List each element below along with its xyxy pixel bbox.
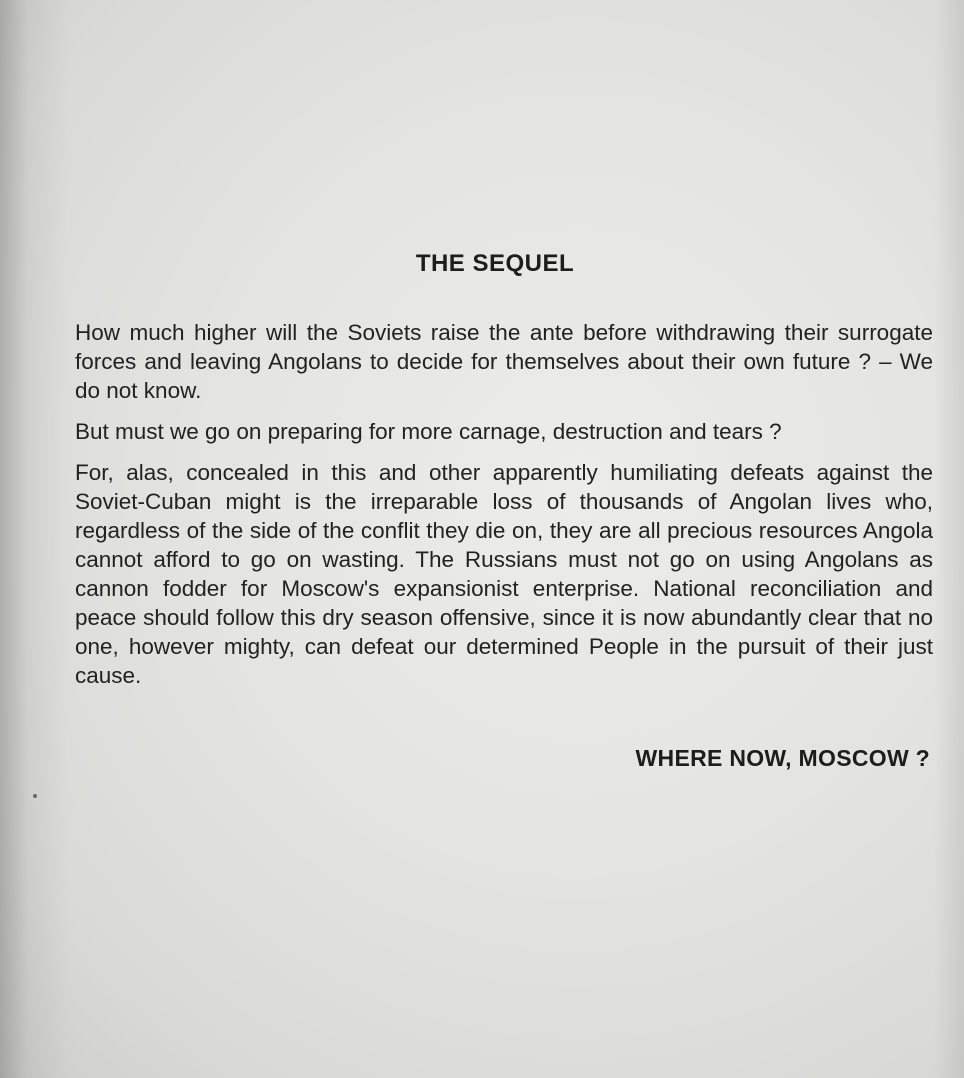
paper-speck [33,794,37,798]
body-text [75,318,933,702]
page-title: THE SEQUEL [415,250,575,277]
closing-heading: WHERE NOW, MOSCOW ? [635,745,930,771]
paragraph-1: How much higher will the Soviets raise the ante before withdrawing their surrogate forces and leaving Angolans to decide for themselves about their own future ? – We do not know. [75,320,933,403]
paragraph-2: But must we go on preparing for more carnage, destruction and tears ? [75,419,782,444]
paragraph-3: For, alas, concealed in this and other apparently humiliating defeats against the Soviet-Cuban might is the irreparable loss of thousands of Angolan lives who, regardless of the side of the conflit they die on, they are all precious resources Angola cannot afford to go on wasting. The Russians must not go on using Angolans as cannon fodder for Moscow's expansionist enterprise. National reconciliation and peace should follow this dry season offensive, since it is now abundantly clear that no one, however mighty, can defeat our determined People in the pursuit of their just cause. [75,460,933,688]
